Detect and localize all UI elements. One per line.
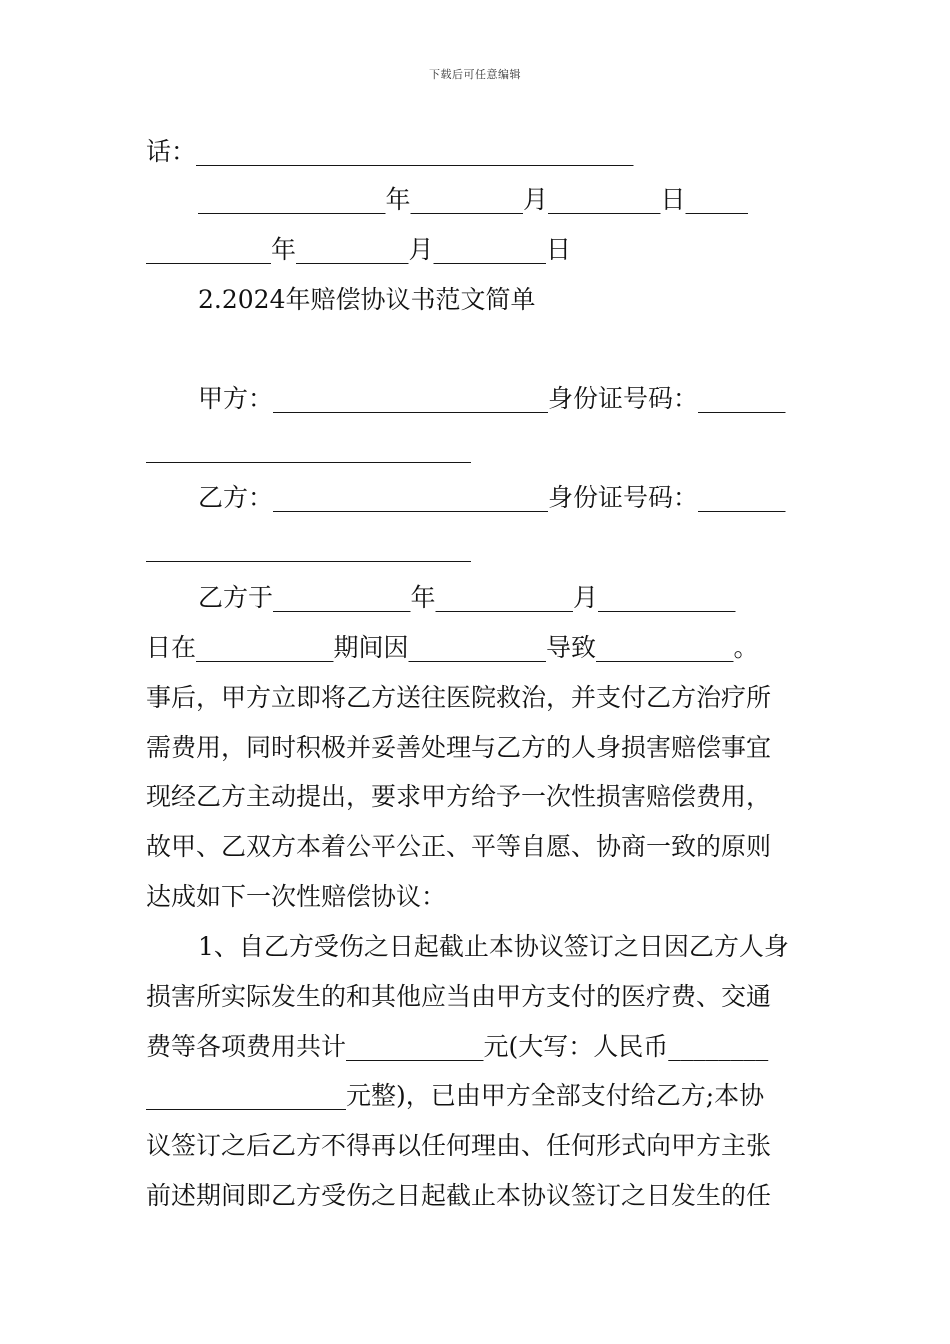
section-title: 2.2024年赔偿协议书范文简单 [198,285,536,314]
clause-1-line: 前述期间即乙方受伤之日起截止本协议签订之日发生的任 [146,1181,772,1210]
header-note: 下载后可任意编辑 [429,68,521,81]
date-line-1: _______________年_________月_________日_____ [198,185,749,214]
date-line-2: __________年_________月_________日 [146,235,572,264]
clause-1-line: 损害所实际发生的和其他应当由甲方支付的医疗费、交通 [146,982,772,1011]
body-line: 日在___________期间因___________导致___________。 [146,633,759,662]
body-line: 事后，甲方立即将乙方送往医院救治，并支付乙方治疗所 [146,683,772,712]
party-a-line: 甲方：______________________身份证号码：_______ [198,384,786,413]
body-line: 现经乙方主动提出，要求甲方给予一次性损害赔偿费用， [146,782,772,811]
clause-1-line: 1、自乙方受伤之日起截止本协议签订之日因乙方人身 [198,932,789,961]
body-line: 需费用，同时积极并妥善处理与乙方的人身损害赔偿事宜 [146,733,772,762]
body-line: 乙方于___________年___________月___________ [198,583,736,612]
clause-1-line: ________________元整)，已由甲方全部支付给乙方;本协 [146,1081,765,1110]
body-line: 故甲、乙双方本着公平公正、平等自愿、协商一致的原则 [146,832,772,861]
party-b-line: 乙方：______________________身份证号码：_______ [198,483,786,512]
body-line: 达成如下一次性赔偿协议： [146,882,447,911]
phone-line: 话：___________________________________ [146,137,634,166]
party-b-id-continuation: __________________________ [146,533,471,562]
party-a-id-continuation: __________________________ [146,434,471,463]
clause-1-line: 费等各项费用共计___________元(大写：人民币________ [146,1032,769,1061]
clause-1-line: 议签订之后乙方不得再以任何理由、任何形式向甲方主张 [146,1131,772,1160]
